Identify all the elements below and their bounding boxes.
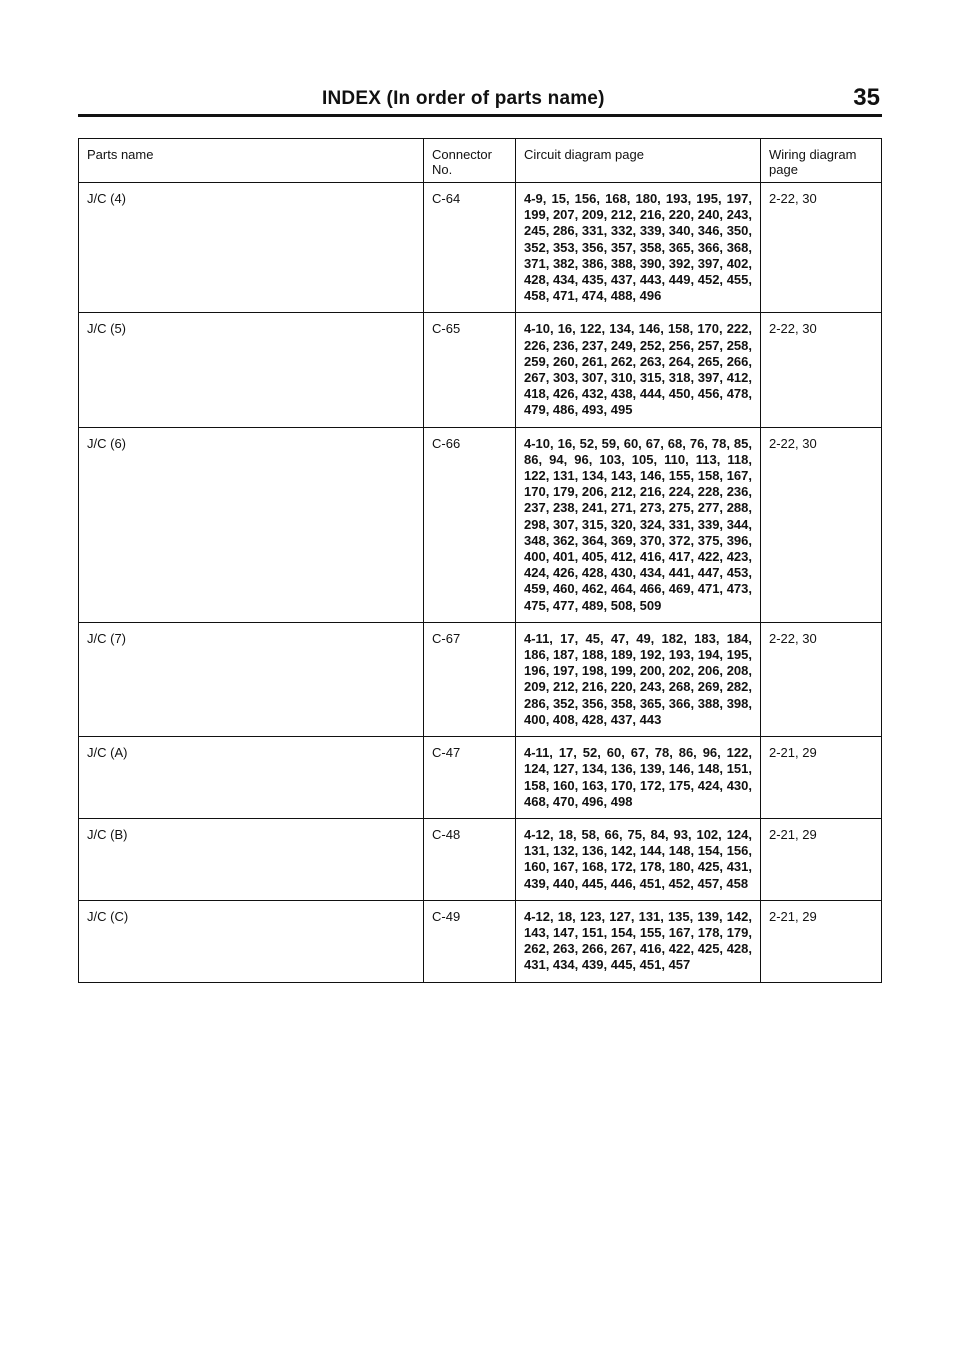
- table-row: [79, 427, 882, 622]
- connector-no-cell: C-66: [424, 427, 516, 622]
- column-header-parts-name: Parts name: [79, 139, 424, 183]
- part-name-cell: J/C (4): [79, 183, 424, 313]
- part-name-cell: J/C (7): [79, 622, 424, 736]
- part-name-cell: J/C (5): [79, 313, 424, 427]
- part-name-cell: J/C (C): [79, 900, 424, 982]
- circuit-pages-cell: 4-12, 18, 58, 66, 75, 84, 93, 102, 124, 131, 132, 136, 142, 144, 148, 154, 156, 160, 167, 168, 172, 178, 180, 425, 431, 439, 440, 445, 446, 451, 452, 457, 458: [516, 818, 761, 900]
- table-header-row: [79, 139, 882, 183]
- table-row: [79, 622, 882, 736]
- connector-no-cell: C-49: [424, 900, 516, 982]
- connector-no-cell: C-67: [424, 622, 516, 736]
- column-header-circuit-diagram-page: Circuit diagram page: [516, 139, 761, 183]
- wiring-pages-cell: 2-21, 29: [761, 818, 882, 900]
- connector-no-cell: C-47: [424, 737, 516, 819]
- table-row: [79, 818, 882, 900]
- circuit-pages-cell: 4-11, 17, 52, 60, 67, 78, 86, 96, 122, 124, 127, 134, 136, 139, 146, 148, 151, 158, 160, 163, 170, 172, 175, 424, 430, 468, 470, 496, 498: [516, 737, 761, 819]
- part-name-cell: J/C (B): [79, 818, 424, 900]
- wiring-pages-cell: 2-22, 30: [761, 427, 882, 622]
- column-header-connector-no: Connector No.: [424, 139, 516, 183]
- table-row: [79, 737, 882, 819]
- column-header-wiring-diagram-page: Wiring diagram page: [761, 139, 882, 183]
- wiring-pages-cell: 2-21, 29: [761, 900, 882, 982]
- table-row: [79, 313, 882, 427]
- connector-no-cell: C-65: [424, 313, 516, 427]
- wiring-pages-cell: 2-22, 30: [761, 313, 882, 427]
- table-row: [79, 900, 882, 982]
- page-title: INDEX (In order of parts name): [322, 88, 605, 109]
- table-row: [79, 183, 882, 313]
- connector-no-cell: C-48: [424, 818, 516, 900]
- wiring-pages-cell: 2-22, 30: [761, 622, 882, 736]
- part-name-cell: J/C (6): [79, 427, 424, 622]
- circuit-pages-cell: 4-12, 18, 123, 127, 131, 135, 139, 142, 143, 147, 151, 154, 155, 167, 178, 179, 262, 263, 266, 267, 416, 422, 425, 428, 431, 434, 439, 445, 451, 457: [516, 900, 761, 982]
- wiring-pages-cell: 2-22, 30: [761, 183, 882, 313]
- page-number: 35: [853, 84, 880, 111]
- parts-index-table: [78, 138, 882, 983]
- circuit-pages-cell: 4-9, 15, 156, 168, 180, 193, 195, 197, 199, 207, 209, 212, 216, 220, 240, 243, 245, 286, 331, 332, 339, 340, 346, 350, 352, 353, 356, 357, 358, 365, 366, 368, 371, 382, 386, 388, 390, 392, 397, 402, 428, 434, 435, 437, 443, 449, 452, 455, 458, 471, 474, 488, 496: [516, 183, 761, 313]
- circuit-pages-cell: 4-10, 16, 122, 134, 146, 158, 170, 222, 226, 236, 237, 249, 252, 256, 257, 258, 259, 260, 261, 262, 263, 264, 265, 266, 267, 303, 307, 310, 315, 318, 397, 412, 418, 426, 432, 438, 444, 450, 456, 478, 479, 486, 493, 495: [516, 313, 761, 427]
- part-name-cell: J/C (A): [79, 737, 424, 819]
- circuit-pages-cell: 4-10, 16, 52, 59, 60, 67, 68, 76, 78, 85, 86, 94, 96, 103, 105, 110, 113, 118, 122, 131, 134, 143, 146, 155, 158, 167, 170, 179, 206, 212, 216, 224, 228, 236, 237, 238, 241, 271, 273, 275, 277, 288, 298, 307, 315, 320, 324, 331, 339, 344, 348, 362, 364, 369, 370, 372, 375, 396, 400, 401, 405, 412, 416, 417, 422, 423, 424, 426, 428, 430, 434, 441, 447, 453, 459, 460, 462, 464, 466, 469, 471, 473, 475, 477, 489, 508, 509: [516, 427, 761, 622]
- connector-no-cell: C-64: [424, 183, 516, 313]
- circuit-pages-cell: 4-11, 17, 45, 47, 49, 182, 183, 184, 186, 187, 188, 189, 192, 193, 194, 195, 196, 197, 198, 199, 200, 202, 206, 208, 209, 212, 216, 220, 243, 268, 269, 282, 286, 352, 356, 358, 365, 366, 388, 398, 400, 408, 428, 437, 443: [516, 622, 761, 736]
- wiring-pages-cell: 2-21, 29: [761, 737, 882, 819]
- page-header: [78, 84, 882, 117]
